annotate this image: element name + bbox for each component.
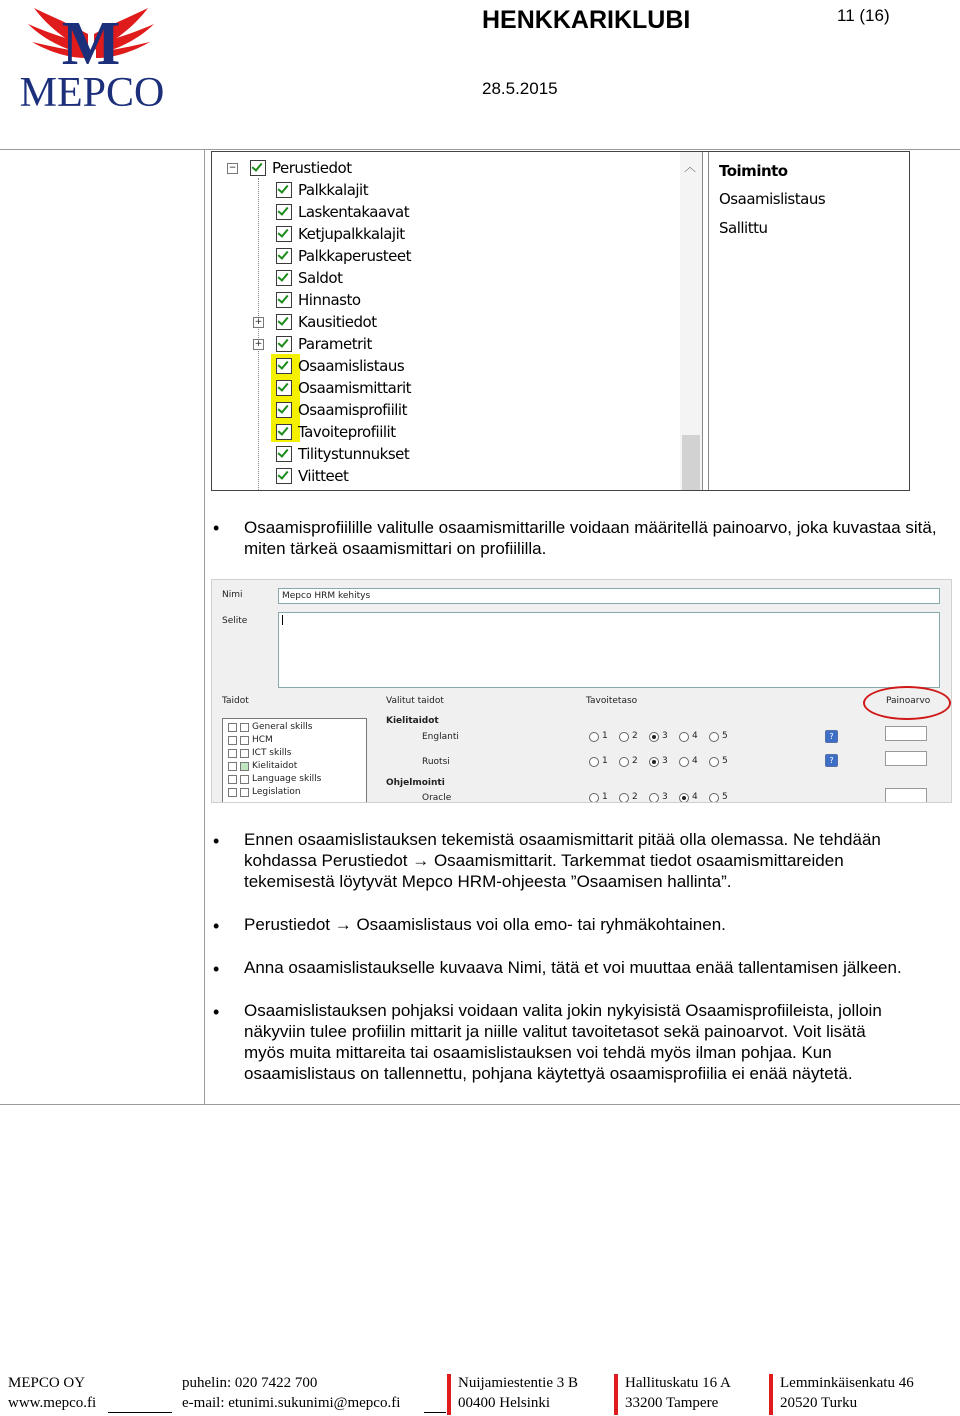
permission-tree bbox=[212, 152, 681, 490]
skill-label: HCM bbox=[252, 735, 273, 745]
skills-label: Taidot bbox=[222, 696, 249, 706]
name-field[interactable] bbox=[278, 588, 940, 604]
text-line: Ennen osaamislistauksen tekemistä osaamismittarit pitää olla olemassa. Ne tehdään bbox=[244, 830, 881, 849]
level-radio[interactable] bbox=[709, 732, 719, 742]
svg-text:M: M bbox=[61, 10, 121, 78]
level-radio-label: 4 bbox=[692, 756, 698, 766]
skill-tree-item[interactable] bbox=[228, 774, 321, 784]
tree-connector bbox=[258, 178, 259, 490]
checkbox-checked-icon[interactable] bbox=[250, 160, 266, 176]
tree-item-label: Viitteet bbox=[298, 467, 349, 485]
level-radio-label: 3 bbox=[662, 792, 668, 802]
level-radio[interactable] bbox=[709, 793, 719, 803]
tree-item[interactable] bbox=[276, 333, 372, 355]
level-radio-label: 3 bbox=[662, 731, 668, 741]
name-value: Mepco HRM kehitys bbox=[282, 591, 371, 601]
collapse-icon[interactable]: − bbox=[228, 163, 237, 173]
tree-item[interactable] bbox=[276, 377, 411, 399]
text-line: tekemisestä löytyvät Mepco HRM-ohjeesta ”Osaamisen hallinta”. bbox=[244, 872, 732, 891]
text-cursor bbox=[282, 615, 283, 625]
level-radio-label: 2 bbox=[632, 731, 638, 741]
footer-red-bar bbox=[447, 1374, 451, 1415]
tree-item-label: Kausitiedot bbox=[298, 313, 377, 331]
tree-item[interactable] bbox=[276, 355, 404, 377]
level-radio-label: 2 bbox=[632, 756, 638, 766]
tree-item-label: Parametrit bbox=[298, 335, 372, 353]
bullet-icon: • bbox=[213, 1002, 220, 1022]
paragraph-weight: Osaamisprofiilille valitulle osaamismittarille voidaan määritellä painoarvo, joka kuvastaa sitä, miten tärkeä osaamismittari on profiililla. bbox=[244, 518, 937, 558]
skill-tree-item[interactable] bbox=[228, 787, 301, 797]
tree-item-label: Laskentakaavat bbox=[298, 203, 410, 221]
level-radio[interactable] bbox=[679, 757, 689, 767]
skill-group: Ohjelmointi bbox=[386, 778, 445, 788]
level-radio[interactable] bbox=[679, 732, 689, 742]
tree-item[interactable] bbox=[276, 289, 361, 311]
checkbox-checked-icon[interactable] bbox=[276, 292, 292, 308]
level-radio-label: 5 bbox=[722, 731, 728, 741]
chevron-up-icon[interactable]: ︿ bbox=[684, 160, 697, 174]
level-radio[interactable] bbox=[709, 757, 719, 767]
weight-highlight-circle bbox=[863, 686, 951, 720]
target-level-label: Tavoitetaso bbox=[586, 696, 638, 706]
text-span: Perustiedot bbox=[244, 915, 335, 934]
text-line: osaamislistaus on tallennettu, pohjana käytettyä osaamisprofiilia ei enää näytetä. bbox=[244, 1064, 853, 1083]
level-radio-label: 3 bbox=[662, 756, 668, 766]
level-radio-label: 1 bbox=[602, 756, 608, 766]
skill-tree-item[interactable] bbox=[228, 735, 273, 745]
skill-label: Kielitaidot bbox=[252, 761, 298, 771]
help-icon[interactable]: ? bbox=[825, 754, 838, 767]
content-bottom-rule bbox=[0, 1104, 960, 1105]
footer-website[interactable]: www.mepco.fi bbox=[8, 1395, 97, 1411]
description-field[interactable] bbox=[278, 612, 940, 688]
footer-underline bbox=[424, 1412, 446, 1413]
header-rule bbox=[0, 149, 960, 150]
skill-tree-item[interactable] bbox=[228, 748, 291, 758]
tree-item-label: Osaamislistaus bbox=[298, 357, 405, 375]
skill-label: General skills bbox=[252, 722, 313, 732]
logo-wordmark: MEPCO bbox=[19, 70, 165, 112]
paragraph-scope bbox=[244, 914, 956, 935]
tree-scrollbar[interactable] bbox=[680, 152, 703, 490]
description-label: Selite bbox=[222, 616, 248, 626]
text-span: Osaamislistaus voi olla emo- tai ryhmäkohtainen. bbox=[351, 915, 726, 934]
footer-company: MEPCO OY bbox=[8, 1375, 86, 1391]
level-radio[interactable] bbox=[649, 793, 659, 803]
text-line: myös muita mittareita tai osaamislistauksen voi tehdä myös ilman pohjaa. Kun bbox=[244, 1043, 832, 1062]
skill-label: ICT skills bbox=[252, 748, 292, 758]
weight-input[interactable] bbox=[885, 751, 927, 766]
level-radio-label: 5 bbox=[722, 792, 728, 802]
tree-item[interactable] bbox=[276, 223, 405, 245]
level-radio-label: 2 bbox=[632, 792, 638, 802]
level-radio[interactable] bbox=[589, 793, 599, 803]
level-radio[interactable] bbox=[619, 732, 629, 742]
level-radio[interactable] bbox=[619, 757, 629, 767]
footer-address-tampere-street: Hallituskatu 16 A bbox=[625, 1375, 731, 1391]
paragraph-naming: Anna osaamislistaukselle kuvaava Nimi, tätä et voi muuttaa enää tallentamisen jälkeen. bbox=[244, 958, 902, 977]
footer-underline bbox=[108, 1412, 172, 1413]
skill-item: Ruotsi bbox=[422, 757, 450, 767]
skill-item: Englanti bbox=[422, 732, 459, 742]
bullet-icon: • bbox=[213, 831, 220, 851]
tree-item[interactable] bbox=[276, 245, 411, 267]
arrow-right-icon: → bbox=[412, 851, 430, 870]
paragraph-prerequisite bbox=[244, 829, 956, 892]
level-radio[interactable] bbox=[589, 757, 599, 767]
mepco-logo bbox=[6, 2, 176, 112]
tree-item-label: Tavoiteprofiilit bbox=[298, 423, 396, 441]
checkbox-checked-icon[interactable] bbox=[276, 204, 292, 220]
tree-item[interactable] bbox=[276, 201, 409, 223]
permissions-screenshot bbox=[211, 151, 910, 491]
footer-address-helsinki-street: Nuijamiestentie 3 B bbox=[458, 1375, 578, 1391]
weight-input[interactable] bbox=[885, 788, 927, 803]
tree-item[interactable] bbox=[250, 157, 352, 179]
help-icon[interactable]: ? bbox=[825, 730, 838, 743]
level-radio-label: 1 bbox=[602, 731, 608, 741]
bullet-icon: • bbox=[213, 518, 220, 538]
footer-email[interactable]: e-mail: etunimi.sukunimi@mepco.fi bbox=[182, 1395, 401, 1411]
checkbox-checked-icon[interactable] bbox=[276, 182, 292, 198]
level-radio[interactable] bbox=[649, 757, 659, 767]
level-radio[interactable] bbox=[589, 732, 599, 742]
weight-label: Painoarvo bbox=[886, 696, 931, 706]
selected-skills-label: Valitut taidot bbox=[386, 696, 444, 706]
expand-icon[interactable]: + bbox=[254, 339, 263, 349]
footer-red-bar bbox=[614, 1374, 618, 1415]
margin-rule bbox=[204, 150, 205, 1104]
level-radio-label: 1 bbox=[602, 792, 608, 802]
level-radio-label: 4 bbox=[692, 731, 698, 741]
footer-address-helsinki-city: 00400 Helsinki bbox=[458, 1395, 551, 1411]
checkbox-checked-icon[interactable] bbox=[276, 402, 292, 418]
skill-label: Legislation bbox=[252, 787, 301, 797]
page-number: 11 (16) bbox=[837, 6, 890, 25]
checkbox-checked-icon[interactable] bbox=[276, 314, 292, 330]
checkbox-checked-icon[interactable] bbox=[276, 248, 292, 264]
tree-item[interactable] bbox=[276, 465, 348, 487]
text-line: Osaamislistauksen pohjaksi voidaan valita jokin nykyisistä Osaamisprofiileista, jolloin bbox=[244, 1001, 882, 1020]
tree-item[interactable] bbox=[276, 179, 368, 201]
footer-address-turku-street: Lemminkäisenkatu 46 bbox=[780, 1375, 914, 1391]
skill-group: Kielitaidot bbox=[386, 716, 439, 726]
weight-input[interactable] bbox=[885, 726, 927, 741]
checkbox-checked-icon[interactable] bbox=[276, 270, 292, 286]
action-permission: Sallittu bbox=[719, 219, 768, 237]
skill-tree-item[interactable] bbox=[228, 722, 312, 732]
text-span: Osaamismittarit. Tarkemmat tiedot osaamismittareiden bbox=[429, 851, 844, 870]
bullet-icon: • bbox=[213, 916, 220, 936]
skill-list-form-screenshot bbox=[211, 579, 952, 803]
skill-label: Language skills bbox=[252, 774, 322, 784]
checkbox-checked-icon[interactable] bbox=[276, 380, 292, 396]
tree-item[interactable] bbox=[276, 399, 407, 421]
level-radio-label: 5 bbox=[722, 756, 728, 766]
scrollbar-thumb[interactable] bbox=[682, 435, 700, 490]
tree-item[interactable] bbox=[276, 267, 342, 289]
tree-item-label: Ketjupalkkalajit bbox=[298, 225, 405, 243]
action-panel bbox=[708, 152, 909, 490]
text-span: kohdassa Perustiedot bbox=[244, 851, 413, 870]
tree-item-label: Osaamisprofiilit bbox=[298, 401, 407, 419]
tree-item-label: Palkkaperusteet bbox=[298, 247, 411, 265]
level-radio[interactable] bbox=[619, 793, 629, 803]
action-name: Osaamislistaus bbox=[719, 190, 826, 208]
footer-address-turku-city: 20520 Turku bbox=[780, 1395, 858, 1411]
skill-tree[interactable] bbox=[222, 718, 367, 803]
tree-item[interactable] bbox=[276, 443, 409, 465]
tree-item-label: Osaamismittarit bbox=[298, 379, 412, 397]
document-date: 28.5.2015 bbox=[482, 79, 558, 98]
tree-item[interactable] bbox=[276, 421, 396, 443]
footer-address-tampere-city: 33200 Tampere bbox=[625, 1395, 719, 1411]
checkbox-checked-icon[interactable] bbox=[276, 424, 292, 440]
text-line: näkyviin tulee profiilin mittarit ja niille valitut tavoitetasot sekä painoarvot. Voit lisätä bbox=[244, 1022, 866, 1041]
tree-item-label: Perustiedot bbox=[272, 159, 352, 177]
level-radio-label: 4 bbox=[692, 792, 698, 802]
checkbox-checked-icon[interactable] bbox=[276, 226, 292, 242]
checkbox-checked-icon[interactable] bbox=[276, 468, 292, 484]
checkbox-checked-icon[interactable] bbox=[276, 446, 292, 462]
tree-item-label: Palkkalajit bbox=[298, 181, 369, 199]
checkbox-checked-icon[interactable] bbox=[276, 358, 292, 374]
tree-item-label: Tilitystunnukset bbox=[298, 445, 410, 463]
action-header: Toiminto bbox=[719, 162, 788, 180]
level-radio[interactable] bbox=[649, 732, 659, 742]
skill-item: Oracle bbox=[422, 793, 452, 803]
footer-red-bar bbox=[769, 1374, 773, 1415]
paragraph-template bbox=[244, 1000, 956, 1084]
text-line bbox=[244, 850, 956, 871]
checkbox-checked-icon[interactable] bbox=[276, 336, 292, 352]
name-label: Nimi bbox=[222, 590, 243, 600]
document-title: HENKKARIKLUBI bbox=[482, 6, 691, 34]
tree-item[interactable] bbox=[276, 311, 377, 333]
expand-icon[interactable]: + bbox=[254, 317, 263, 327]
footer-phone: puhelin: 020 7422 700 bbox=[182, 1375, 318, 1391]
skill-tree-item[interactable] bbox=[228, 761, 297, 771]
level-radio[interactable] bbox=[679, 793, 689, 803]
tree-item-label: Hinnasto bbox=[298, 291, 361, 309]
tree-item-label: Saldot bbox=[298, 269, 343, 287]
arrow-right-icon: → bbox=[334, 915, 352, 934]
bullet-icon: • bbox=[213, 959, 220, 979]
